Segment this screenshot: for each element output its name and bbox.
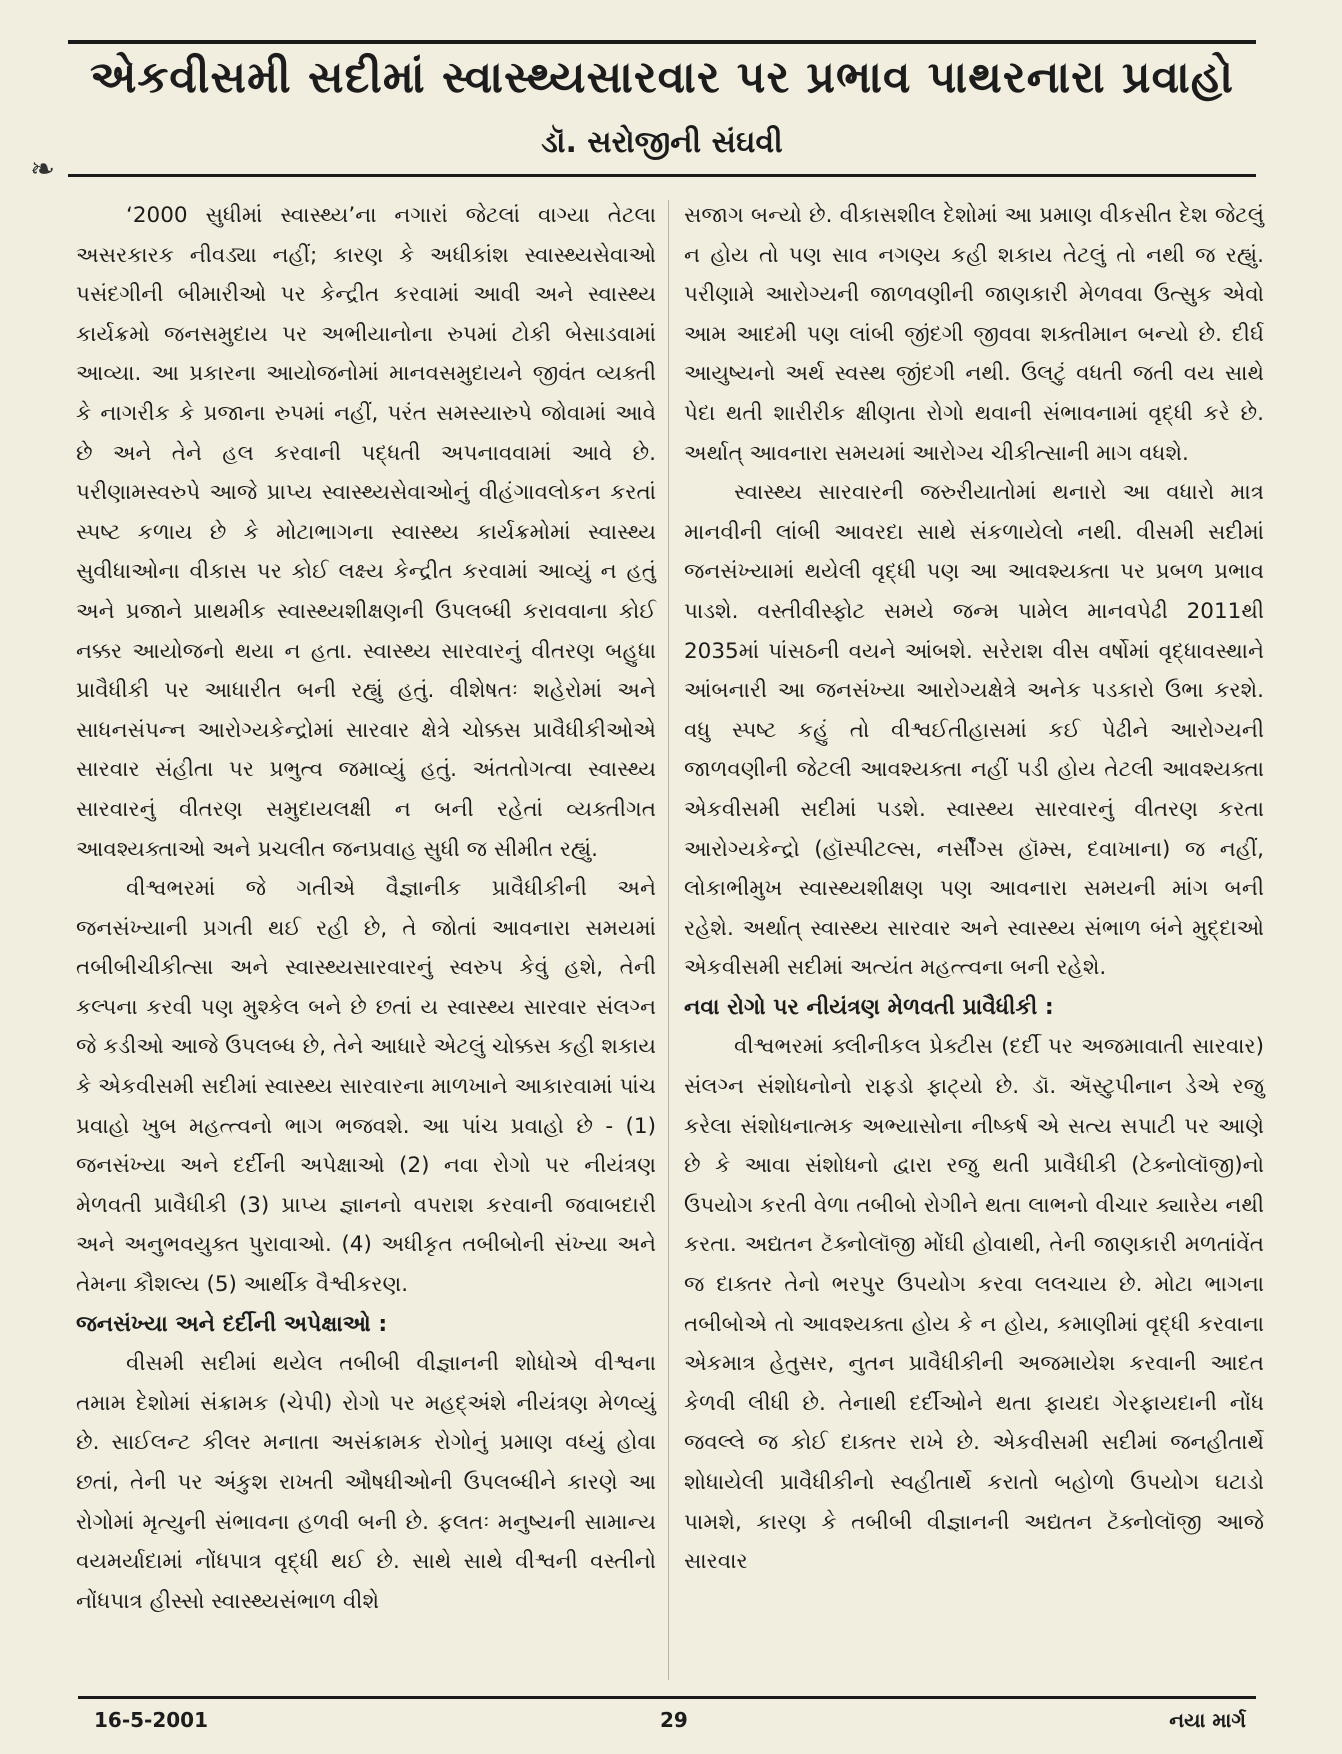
footer-rule [78,1696,1256,1699]
page-number: 29 [660,1708,688,1732]
paragraph: વીશ્વભરમાં જે ગતીએ વૈજ્ઞાનીક પ્રાવૈધીકીની અને જનસંખ્યાની પ્રગતી થઈ રહી છે, તે જોતાં આવનારા સમયમાં તબીબીચીકીત્સા અને સ્વાસ્થ્યસારવારનું સ્વરુપ કેવું હશે, તેની કલ્પના કરવી પણ મુશ્કેલ બને છે છતાં ય સ્વાસ્થ્ય સારવાર સંલગ્ન જે કડીઓ આજે ઉપલબ્ધ છે, તેને આધારે એટલું ચોક્કસ કહી શકાય કે એકવીસમી સદીમાં સ્વાસ્થ્ય સારવારના માળખાને આકારવામાં પાંચ પ્રવાહો ખુબ મહત્ત્વનો ભાગ ભજવશે. આ પાંચ પ્રવાહો છે - (1) જનસંખ્યા અને દર્દીની અપેક્ષાઓ (2) નવા રોગો પર નીયંત્રણ મેળવતી પ્રાવૈધીકી (3) પ્રાપ્ય જ્ઞાનનો વપરાશ કરવાની જવાબદારી અને અનુભવયુક્ત પુરાવાઓ. (4) અધીકૃત તબીબોની સંખ્યા અને તેમના કૌશલ્ય (5) આર્થીક વૈશ્વીકરણ. [76,876,656,1298]
flourish-ornament-icon: ❧ [30,152,56,187]
article-author: ડૉ. સરોજીની સંઘવી [541,125,783,160]
section-heading: નવા રોગો પર નીયંત્રણ મેળવતી પ્રાવૈધીકી : [684,994,1054,1020]
right-column [684,196,1264,1582]
issue-date: 16-5-2001 [94,1708,209,1732]
magazine-name: નયા માર્ગ [1169,1708,1246,1732]
article-title: એકવીસમી સદીમાં સ્વાસ્થ્યસારવાર પર પ્રભાવ પાથરનારા પ્રવાહો [89,52,1235,103]
paragraph: સ્વાસ્થ્ય સારવારની જરુરીયાતોમાં થનારો આ વધારો માત્ર માનવીની લાંબી આવરદા સાથે સંકળાયેલો નથી. વીસમી સદીમાં જનસંખ્યામાં થયેલી વૃદ્ધી પણ આ આવશ્યક્તા પર પ્રબળ પ્રભાવ પાડશે. વસ્તીવીસ્ફોટ સમયે જન્મ પામેલ માનવપેઢી 2011થી 2035માં પાંસઠની વયને આંબશે. સરેરાશ વીસ વર્ષોમાં વૃદ્ધાવસ્થાને આંબનારી આ જનસંખ્યા આરોગ્યક્ષેત્રે અનેક પડકારો ઉભા કરશે. વધુ સ્પષ્ટ કહું તો વીશ્વઈતીહાસમાં કઈ પેઢીને આરોગ્યની જાળવણીની જેટલી આવશ્યક્તા નહીં પડી હોય તેટલી આવશ્યક્તા એકવીસમી સદીમાં પડશે. સ્વાસ્થ્ય સારવારનું વીતરણ કરતા આરોગ્યકેન્દ્રો (હૉસ્પીટલ્સ, નર્સીંગ્સ હૉમ્સ, દવાખાના) જ નહીં, લોકાભીમુખ સ્વાસ્થ્યશીક્ષણ પણ આવનારા સમયની માંગ બની રહેશે. અર્થાત્ સ્વાસ્થ્ય સારવાર અને સ્વાસ્થ્ય સંભાળ બંને મુદ્દાઓ એકવીસમી સદીમાં અત્યંત મહત્ત્વના બની રહેશે. [684,480,1264,981]
paragraph: સજાગ બન્યો છે. વીકાસશીલ દેશોમાં આ પ્રમાણ વીકસીત દેશ જેટલું ન હોય તો પણ સાવ નગણ્ય કહી શકાય તેટલું તો નથી જ રહ્યું. પરીણામે આરોગ્યની જાળવણીની જાણકારી મેળવવા ઉત્સુક એવો આમ આદમી પણ લાંબી જીંદગી જીવવા શક્તીમાન બન્યો છે. દીર્ઘ આયુષ્યનો અર્થ સ્વસ્થ જીંદગી નથી. ઉલટું વધતી જતી વય સાથે પેદા થતી શારીરીક ક્ષીણતા રોગો થવાની સંભાવનામાં વૃદ્ધી કરે છે. અર્થાત્ આવનારા સમયમાં આરોગ્ય ચીકીત્સાની માગ વધશે. [684,203,1264,466]
top-rule [68,40,1256,44]
title-rule [68,174,1256,177]
section-heading: જનસંખ્યા અને દર્દીની અપેક્ષાઓ : [76,1311,388,1337]
column-divider [668,200,669,1680]
paragraph: વીસમી સદીમાં થયેલ તબીબી વીજ્ઞાનની શોધોએ વીશ્વના તમામ દેશોમાં સંક્રામક (ચેપી) રોગો પર મહદ્‌અંશે નીયંત્રણ મેળવ્યું છે. સાઈલન્ટ કીલર મનાતા અસંક્રામક રોગોનું પ્રમાણ વધ્યું હોવા છતાં, તેની પર અંકુશ રાખતી ઔષધીઓની ઉપલબ્ધીને કારણે આ રોગોમાં મૃત્યુની સંભાવના હળવી બની છે. ફલતઃ મનુષ્યની સામાન્ય વયમર્યાદામાં નોંધપાત્ર વૃદ્ધી થઈ છે. સાથે સાથે વીશ્વની વસ્તીનો નોંધપાત્ર હીસ્સો સ્વાસ્થ્યસંભાળ વીશે [76,1351,656,1614]
paragraph: ‘2000 સુધીમાં સ્વાસ્થ્ય’ના નગારાં જેટલાં વાગ્યા તેટલા અસરકારક નીવડ્યા નહીં; કારણ કે અધીકાંશ સ્વાસ્થ્યસેવાઓ પસંદગીની બીમારીઓ પર કેન્દ્રીત કરવામાં આવી અને સ્વાસ્થ્ય કાર્યક્રમો જનસમુદાય પર અભીયાનોના રુપમાં ટોકી બેસાડવામાં આવ્યા. આ પ્રકારના આયોજનોમાં માનવસમુદાયને જીવંત વ્યક્તી કે નાગરીક કે પ્રજાના રુપમાં નહીં, પરંત સમસ્યારુપે જોવામાં આવે છે અને તેને હલ કરવાની પદ્ધતી અપનાવવામાં આવે છે. પરીણામસ્વરુપે આજે પ્રાપ્ય સ્વાસ્થ્યસેવાઓનું વીહંગાવલોકન કરતાં સ્પષ્ટ કળાય છે કે મોટાભાગના સ્વાસ્થ્ય કાર્યક્રમોમાં સ્વાસ્થ્ય સુવીધાઓના વીકાસ પર કોઈ લક્ષ્ય કેન્દ્રીત કરવામાં આવ્યું ન હતું અને પ્રજાને પ્રાથમીક સ્વાસ્થ્યશીક્ષણની ઉપલબ્ધી કરાવવાના કોઈ નક્કર આયોજનો થયા ન હતા. સ્વાસ્થ્ય સારવારનું વીતરણ બહુધા પ્રાવૈધીકી પર આધારીત બની રહ્યું હતું. વીશેષતઃ શહેરોમાં અને સાધનસંપન્ન આરોગ્યકેન્દ્રોમાં સારવાર ક્ષેત્રે ચોક્કસ પ્રાવૈધીકીઓએ સારવાર સંહીતા પર પ્રભુત્વ જમાવ્યું હતું. અંતતોગત્વા સ્વાસ્થ્ય સારવારનું વીતરણ સમુદાયલક્ષી ન બની રહેતાં વ્યક્તીગત આવશ્યક્તાઓ અને પ્રચલીત જનપ્રવાહ સુધી જ સીમીત રહ્યું. [76,203,656,862]
paragraph: વીશ્વભરમાં ક્લીનીકલ પ્રેક્ટીસ (દર્દી પર અજમાવાતી સારવાર) સંલગ્ન સંશોધનોનો રાફડો ફાટ્યો છે. ડૉ. ઍસ્ટુપીનાન ડેએ રજુ કરેલા સંશોધનાત્મક અભ્યાસોના નીષ્કર્ષ એ સત્ય સપાટી પર આણે છે કે આવા સંશોધનો દ્વારા રજુ થતી પ્રાવૈધીકી (ટેક્નોલૉજી)નો ઉપયોગ કરતી વેળા તબીબો રોગીને થતા લાભનો વીચાર ક્યારેય નથી કરતા. અદ્યતન ટૅક્નોલૉજી મોંઘી હોવાથી, તેની જાણકારી મળતાંવેંત જ દાક્તર તેનો ભરપુર ઉપયોગ કરવા લલચાય છે. મોટા ભાગના તબીબોએ તો આવશ્યક્તા હોય કે ન હોય, કમાણીમાં વૃદ્ધી કરવાના એકમાત્ર હેતુસર, નુતન પ્રાવૈધીકીની અજમાયેશ કરવાની આદત કેળવી લીધી છે. તેનાથી દર્દીઓને થતા ફાયદા ગેરફાયદાની નોંધ જવલ્લે જ કોઈ દાક્તર રાખે છે. એકવીસમી સદીમાં જનહીતાર્થે શોધાયેલી પ્રાવૈધીકીનો સ્વહીતાર્થે કરાતો બહોળો ઉપયોગ ઘટાડો પામશે, કારણ કે તબીબી વીજ્ઞાનની અદ્યતન ટૅક્નોલૉજી આજે સારવાર [684,1034,1264,1575]
left-column [76,196,656,1621]
